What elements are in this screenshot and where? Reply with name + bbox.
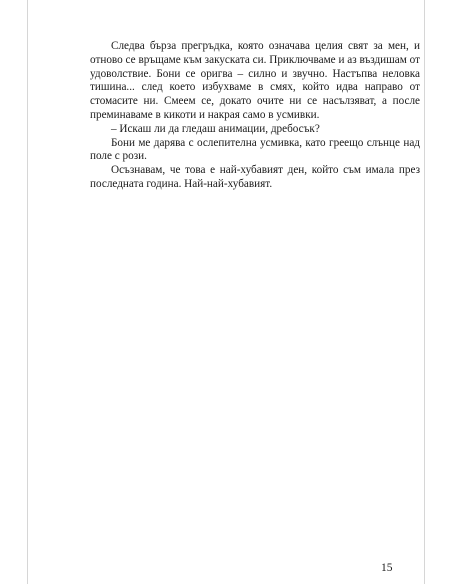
paragraph-4: Осъзнавам, че това е най-хубавият ден, който съм имала през последната година. Най-най-хубавият. — [90, 164, 420, 190]
body-text — [90, 40, 420, 192]
paragraph-3: Бони ме дарява с ослепителна усмивка, като греещо слънце над поле с рози. — [90, 136, 420, 163]
page-number: 15 — [381, 562, 393, 574]
paragraph-1: Следва бърза прегръдка, която означава целия свят за мен, и отново се връщаме към закуската си. Приключваме и аз въздишам от удоволствие. Бони се оригва – силно и звучно. Настъпва неловка тишина... след което избухваме в смях, който идва направо от стомасите ни. Смеем се, докато очите ни се насълзяват, а после преминаваме в кикоти и накрая само в усмивки. — [90, 40, 420, 121]
document-page — [27, 0, 425, 584]
paragraph-2: – Искаш ли да гледаш анимации, дребосък? — [111, 122, 320, 135]
